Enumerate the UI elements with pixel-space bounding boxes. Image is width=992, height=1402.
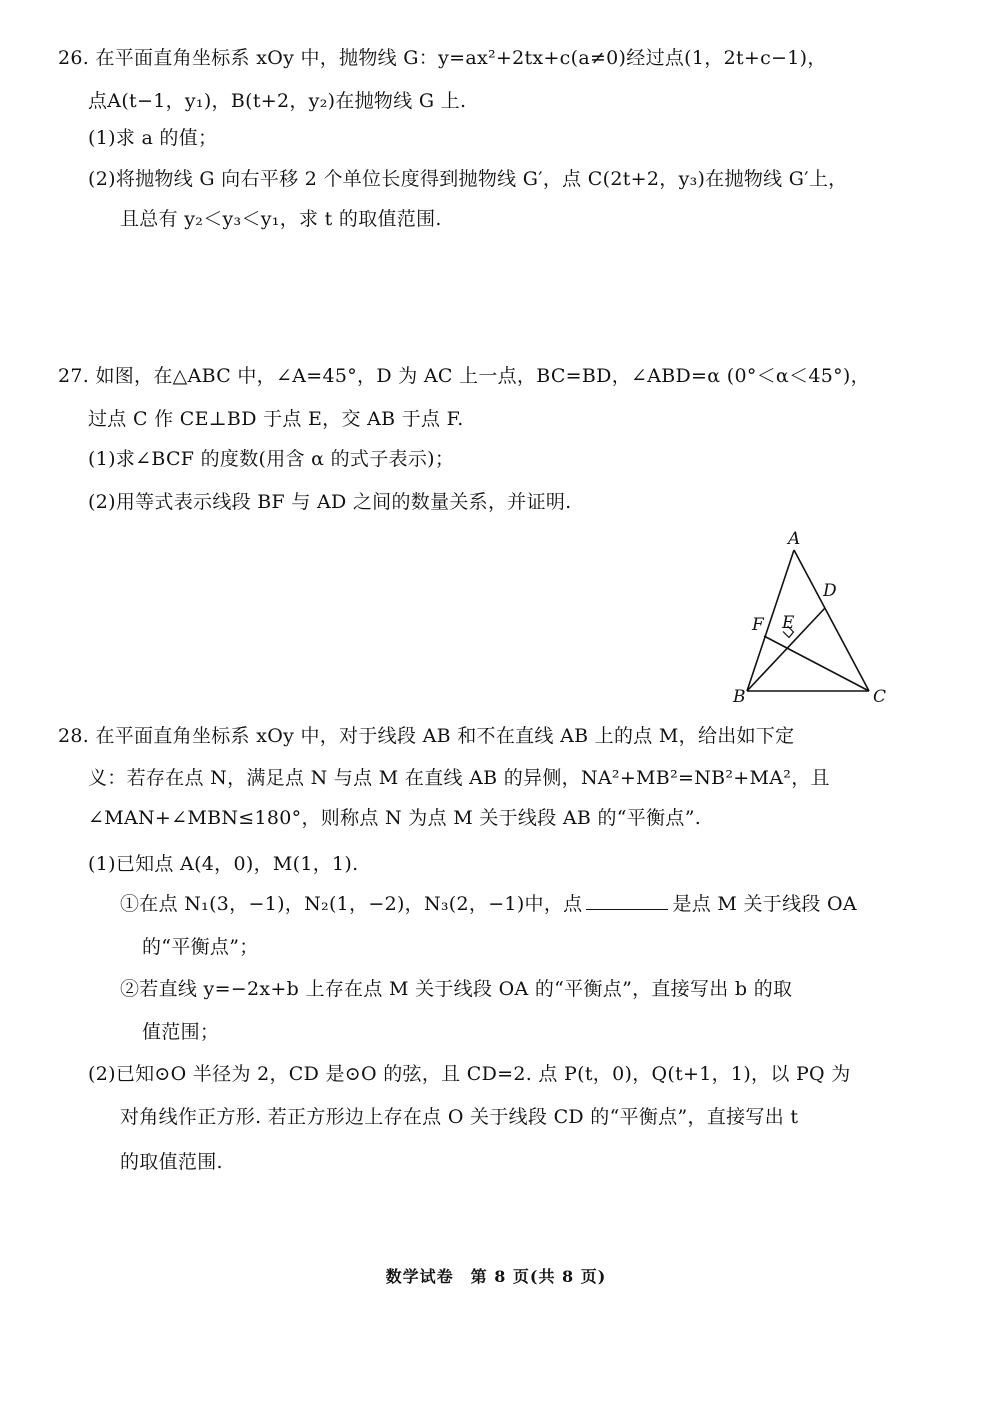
page-footer: 数学试卷 第 8 页(共 8 页)	[385, 1267, 607, 1286]
label-d: D	[823, 581, 837, 601]
q26-stem-line1: 26. 在平面直角坐标系 xOy 中，抛物线 G：y=ax²+2tx+c(a≠0)经过点(1，2t+c−1)，	[58, 47, 827, 69]
q28-sub1-before: ①在点 N₁(3，−1)，N₂(1，−2)，N₃(2，−1)中，点	[120, 893, 583, 915]
q27-part1: (1)求∠BCF 的度数(用含 α 的式子表示)；	[88, 448, 455, 470]
q28-part2-line2: 对角线作正方形. 若正方形边上存在点 O 关于线段 CD 的“平衡点”，直接写出 t	[120, 1106, 799, 1128]
q26-part2-line1: (2)将抛物线 G 向右平移 2 个单位长度得到抛物线 G′，点 C(2t+2，y₃)在抛物线 G′上，	[88, 168, 848, 190]
q27-stem-line2: 过点 C 作 CE⊥BD 于点 E，交 AB 于点 F.	[88, 408, 464, 430]
q28-sub1-after: 是点 M 关于线段 OA	[672, 893, 857, 915]
q28-part2-line3: 的取值范围.	[120, 1151, 223, 1173]
q28-sub1-line2: 的“平衡点”；	[142, 936, 259, 958]
q28-sub2-line2: 值范围；	[142, 1021, 220, 1043]
q27-stem-line1: 27. 如图，在△ABC 中，∠A=45°，D 为 AC 上一点，BC=BD，∠ABD=α (0°＜α＜45°)，	[58, 365, 870, 387]
q28-sub1-line1	[120, 890, 857, 918]
label-e: E	[782, 613, 795, 633]
label-a: A	[788, 529, 801, 549]
label-f: F	[752, 615, 764, 635]
segment-cf	[764, 636, 869, 691]
q26-stem-line2: 点A(t−1，y₁)，B(t+2，y₂)在抛物线 G 上.	[88, 90, 467, 112]
q26-part2-line2: 且总有 y₂＜y₃＜y₁，求 t 的取值范围.	[120, 208, 442, 230]
q28-stem-line2: 义：若存在点 N，满足点 N 与点 M 在直线 AB 的异侧，NA²+MB²=NB²+MA²，且	[88, 767, 830, 789]
q26-part1: (1)求 a 的值；	[88, 127, 218, 149]
label-b: B	[733, 687, 746, 707]
q28-sub2-line1: ②若直线 y=−2x+b 上存在点 M 关于线段 OA 的“平衡点”，直接写出 b 的取	[120, 978, 793, 1000]
segment-ac	[794, 550, 869, 691]
q27-part2: (2)用等式表示线段 BF 与 AD 之间的数量关系，并证明.	[88, 491, 572, 513]
label-c: C	[873, 687, 887, 707]
q28-stem-line3: ∠MAN+∠MBN≤180°，则称点 N 为点 M 关于线段 AB 的“平衡点”.	[88, 807, 702, 829]
answer-blank[interactable]	[586, 891, 668, 910]
q28-stem-line1: 28. 在平面直角坐标系 xOy 中，对于线段 AB 和不在直线 AB 上的点 M，给出如下定	[58, 725, 795, 747]
triangle-figure	[728, 528, 893, 713]
q28-part1: (1)已知点 A(4，0)，M(1，1).	[88, 853, 359, 875]
q28-part2-line1: (2)已知⊙O 半径为 2，CD 是⊙O 的弦，且 CD=2. 点 P(t，0)，Q(t+1，1)，以 PQ 为	[88, 1063, 851, 1085]
